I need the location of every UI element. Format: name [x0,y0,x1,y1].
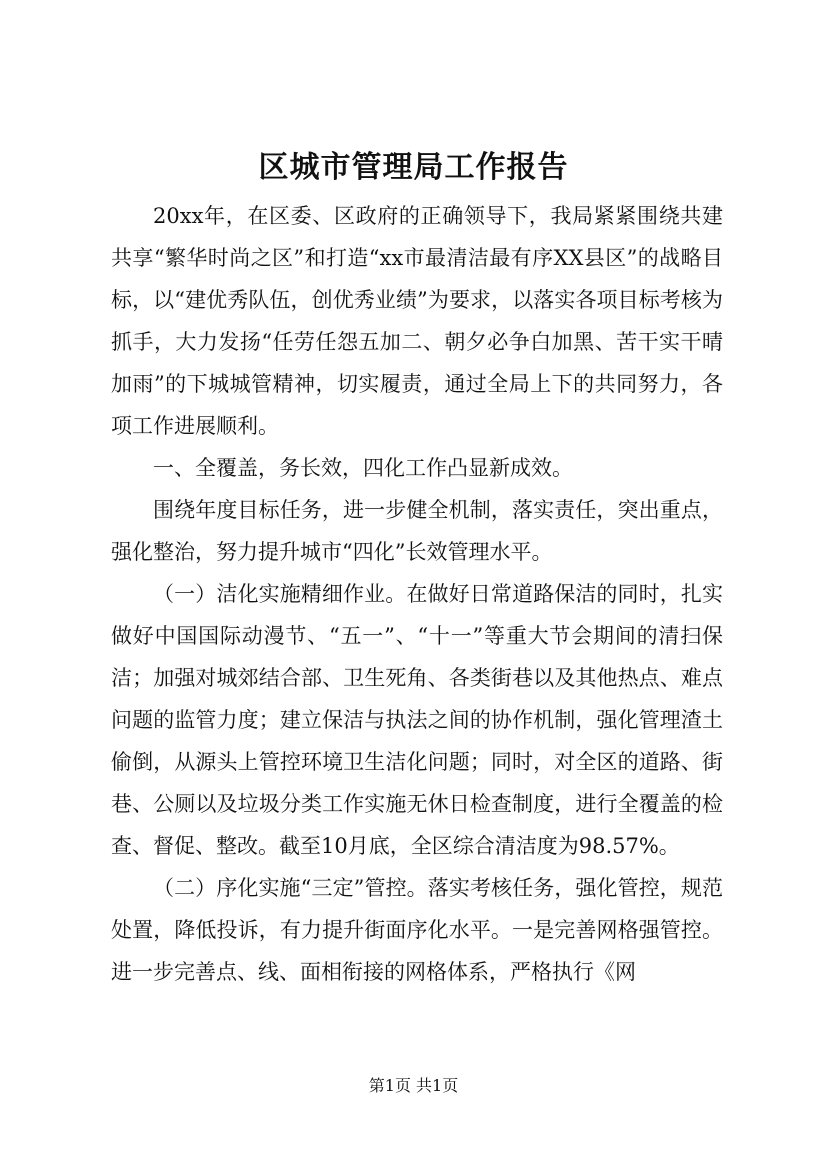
section-heading-1: 一、全覆盖，务长效，四化工作凸显新成效。 [153,456,573,480]
document-body [111,195,723,993]
paragraph-intro: 20xx年，在区委、区政府的正确领导下，我局紧紧围绕共建共享“繁华时尚之区”和打造“xx市最清洁最有序XX县区”的战略目标，以“建优秀队伍，创优秀业绩”为要求，以落实各项目标考核为抓手，大力发扬“任劳任怨五加二、朝夕必争白加黑、苦干实干晴加雨”的下城城管精神，切实履责，通过全局上下的共同努力，各项工作进展顺利。 [111,204,723,438]
page-number-footer: 第1页 共1页 [368,1076,459,1095]
paragraph-order: （二）序化实施“三定”管控。落实考核任务，强化管控，规范处置，降低投诉，有力提升街面序化水平。一是完善网格强管控。进一步完善点、线、面相衔接的网格体系，严格执行《网 [111,876,723,984]
document-title: 区城市管理局工作报告 [258,150,569,185]
paragraph-section-1-summary: 围绕年度目标任务，进一步健全机制，落实责任，突出重点，强化整治，努力提升城市“四化”长效管理水平。 [111,498,723,564]
paragraph-cleaning: （一）洁化实施精细作业。在做好日常道路保洁的同时，扎实做好中国国际动漫节、“五一”、“十一”等重大节会期间的清扫保洁；加强对城郊结合部、卫生死角、各类街巷以及其他热点、难点问题的监管力度；建立保洁与执法之间的协作机制，强化管理渣土偷倒，从源头上管控环境卫生洁化问题；同时，对全区的道路、街巷、公厕以及垃圾分类工作实施无休日检查制度，进行全覆盖的检查、督促、整改。截至10月底，全区综合清洁度为98.57%。 [111,582,723,858]
